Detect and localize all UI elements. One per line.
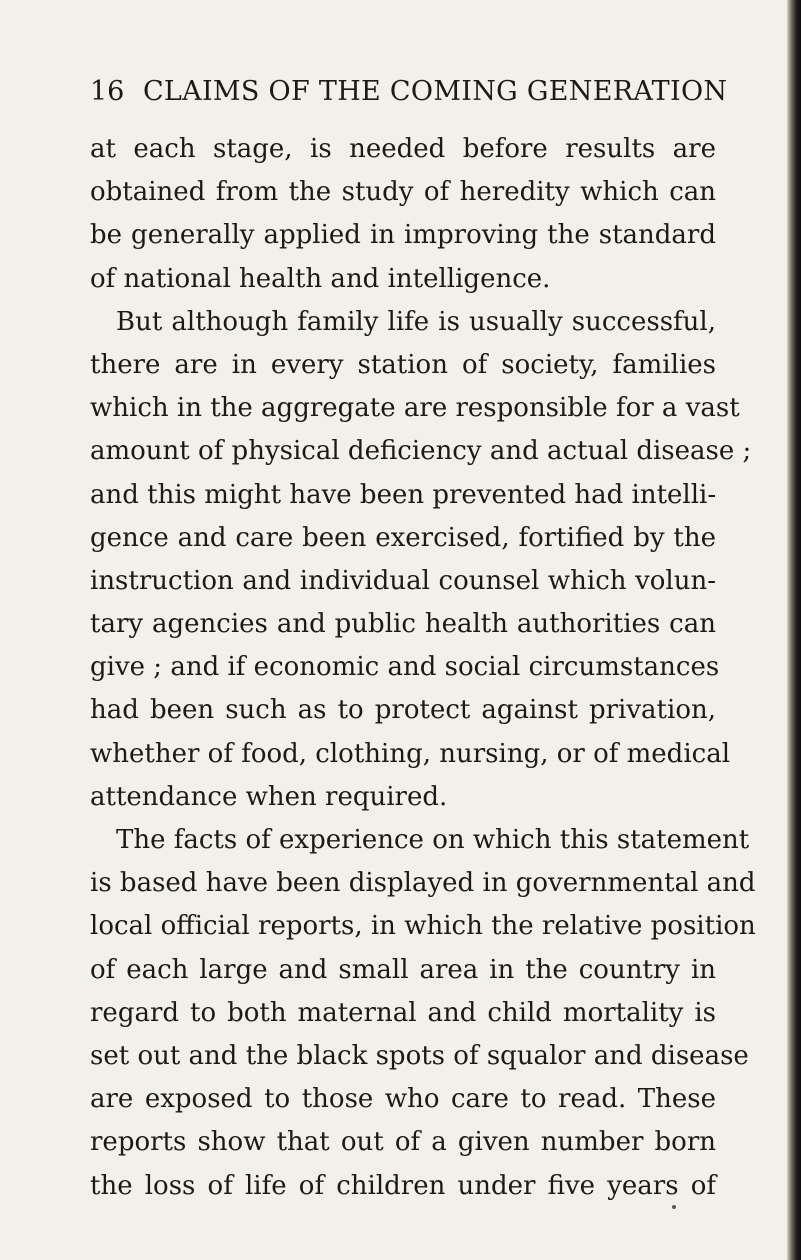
text-line: be generally applied in improving the standard: [90, 220, 716, 251]
text-line: set out and the black spots of squalor and disease: [90, 1040, 749, 1071]
text-line: obtained from the study of heredity which can: [90, 177, 716, 208]
page-number: 16: [90, 76, 125, 107]
text-line: are exposed to those who care to read. These: [90, 1084, 716, 1115]
text-line: gence and care been exercised, fortified by the: [90, 522, 716, 553]
page-header: [90, 76, 730, 116]
text-line: had been such as to protect against privation,: [90, 695, 716, 726]
text-line: and this might have been prevented had intelli-: [90, 479, 717, 510]
text-line: is based have been displayed in governmental and: [90, 868, 756, 899]
text-line: regard to both maternal and child mortality is: [90, 997, 716, 1028]
text-line: the loss of life of children under five years of: [90, 1170, 716, 1201]
paper-speck: [672, 1205, 676, 1209]
body-text: [90, 128, 756, 1208]
text-line: at each stage, is needed before results are: [90, 134, 716, 164]
page-edge-shadow: [787, 0, 801, 1260]
text-line: whether of food, clothing, nursing, or of medical: [90, 738, 731, 769]
text-line: give ; and if economic and social circumstances: [90, 652, 720, 683]
text-line: The facts of experience on which this statement: [116, 825, 750, 855]
text-line: But although family life is usually successful,: [116, 306, 716, 337]
text-line: attendance when required.: [90, 781, 448, 812]
text-line: amount of physical deficiency and actual disease ;: [90, 436, 752, 467]
text-line: there are in every station of society, families: [90, 349, 716, 380]
text-line: instruction and individual counsel which volun-: [90, 565, 716, 596]
text-line: of national health and intelligence.: [90, 263, 551, 294]
text-line: local official reports, in which the relative position: [90, 911, 756, 942]
text-line: tary agencies and public health authorities can: [90, 609, 716, 640]
text-line: reports show that out of a given number born: [90, 1127, 716, 1158]
running-head: CLAIMS OF THE COMING GENERATION: [142, 76, 728, 107]
text-line: which in the aggregate are responsible for a vast: [90, 393, 740, 424]
text-line: of each large and small area in the country in: [90, 954, 716, 985]
